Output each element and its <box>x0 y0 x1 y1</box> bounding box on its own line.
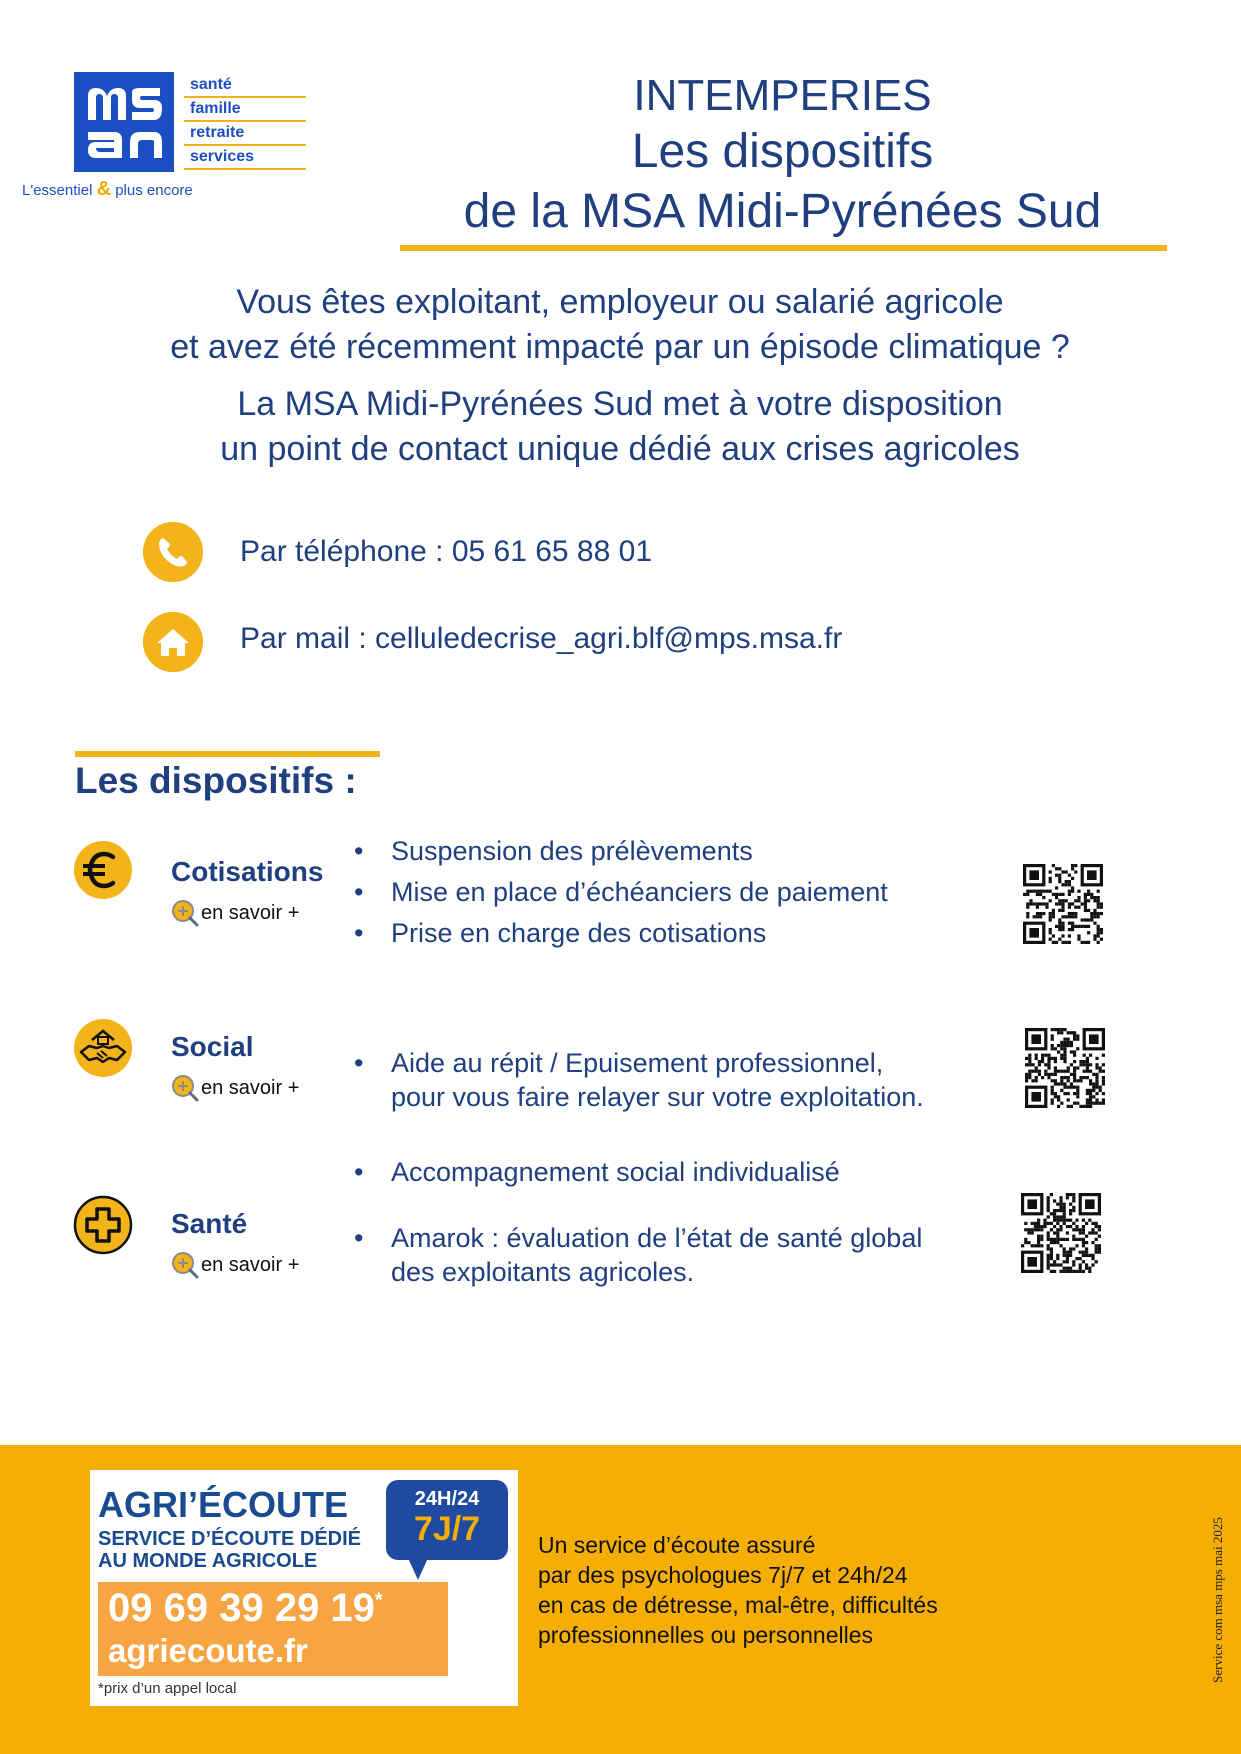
title-line-1: INTEMPERIES <box>633 71 932 120</box>
intro-text <box>60 280 1180 472</box>
agri-subtitle: SERVICE D’ÉCOUTE DÉDIÉ <box>98 1528 362 1550</box>
row-title-social: Social <box>171 1031 254 1062</box>
home-icon <box>143 612 203 672</box>
intro-line: La MSA Midi-Pyrénées Sud met à votre disposition <box>237 385 1003 423</box>
intro-line: un point de contact unique dédié aux crises agricoles <box>220 430 1020 468</box>
contact-phone[interactable]: Par téléphone : 05 61 65 88 01 <box>240 535 653 568</box>
badge-hours: 24H/24 <box>414 1488 480 1510</box>
more-link-sante[interactable] <box>171 1251 299 1279</box>
intro-line: Vous êtes exploitant, employeur ou salarié agricole <box>236 283 1004 321</box>
title-line-3: de la MSA Midi-Pyrénées Sud <box>463 185 1102 238</box>
bullet-item: • Suspension des prélèvements <box>354 834 994 868</box>
msa-logo <box>22 72 292 207</box>
medical-cross-icon <box>73 1195 133 1255</box>
title-line-2: Les dispositifs <box>631 125 934 178</box>
bullet-item: • Amarok : évaluation de l’état de santé global des exploitants agricoles. <box>354 1221 1004 1289</box>
logo-tagline-pre: L'essentiel <box>22 182 93 199</box>
bullet-item: • Aide au répit / Epuisement professionnel, pour vous faire relayer sur votre exploitation. <box>354 1046 1004 1114</box>
logo-word: retraite <box>184 122 306 146</box>
qr-code-cotisations[interactable] <box>1023 864 1103 944</box>
magnifier-plus-icon <box>171 1074 199 1102</box>
logo-word: santé <box>184 74 306 98</box>
magnifier-plus-icon <box>171 899 199 927</box>
msa-logo-words <box>184 74 306 170</box>
more-link-cotisations[interactable] <box>171 899 299 927</box>
agri-ecoute-card <box>90 1470 518 1706</box>
euro-icon <box>73 840 133 900</box>
agri-subtitle: AU MONDE AGRICOLE <box>98 1550 318 1572</box>
logo-word: famille <box>184 98 306 122</box>
more-link-label: en savoir + <box>201 901 300 924</box>
logo-tagline-amp: & <box>96 178 112 200</box>
section-rule <box>75 751 380 757</box>
agri-price-note: *prix d’un appel local <box>98 1680 237 1697</box>
contact-mail[interactable]: Par mail : celluledecrise_agri.blf@mps.msa.fr <box>240 622 843 655</box>
credit-text: Service com msa mps mai 2025 <box>1210 1517 1225 1683</box>
footer-description <box>538 1530 938 1650</box>
agri-contact-box <box>98 1582 448 1676</box>
section-title: Les dispositifs : <box>75 760 357 801</box>
intro-line: et avez été récemment impacté par un épisode climatique ? <box>170 328 1070 366</box>
logo-tagline-post: plus encore <box>115 182 193 199</box>
agri-website[interactable]: agriecoute.fr <box>108 1632 308 1669</box>
badge-days: 7J/7 <box>413 1510 481 1548</box>
more-link-label: en savoir + <box>201 1253 300 1276</box>
page-title <box>400 70 1165 242</box>
footer-line: en cas de détresse, mal-être, difficultés <box>538 1592 938 1618</box>
bullets-sante <box>354 1187 1004 1330</box>
qr-code-sante[interactable] <box>1021 1193 1101 1273</box>
msa-logo-mark <box>74 72 174 172</box>
footer-line: professionnelles ou personnelles <box>538 1622 873 1648</box>
more-link-social[interactable] <box>171 1074 299 1102</box>
row-title-cotisations: Cotisations <box>171 856 324 887</box>
agri-phone-mark: * <box>374 1589 383 1612</box>
bullet-item: • Accompagnement social individualisé <box>354 1155 1004 1189</box>
agri-title: AGRI’ÉCOUTE <box>98 1484 349 1525</box>
bullet-item: • Mise en place d’échéanciers de paiement <box>354 875 994 909</box>
agri-availability-badge <box>386 1480 508 1560</box>
handshake-icon <box>73 1018 133 1078</box>
magnifier-plus-icon <box>171 1251 199 1279</box>
qr-code-social[interactable] <box>1025 1028 1105 1108</box>
logo-tagline <box>22 178 193 201</box>
footer-line: par des psychologues 7j/7 et 24h/24 <box>538 1562 908 1588</box>
title-underline <box>400 245 1167 251</box>
phone-icon <box>143 522 203 582</box>
bullet-item: • Prise en charge des cotisations <box>354 916 994 950</box>
bullets-cotisations <box>354 834 994 957</box>
more-link-label: en savoir + <box>201 1076 300 1099</box>
row-title-sante: Santé <box>171 1208 248 1239</box>
agri-phone-digits: 09 69 39 29 19 <box>108 1586 375 1630</box>
agri-phone-number[interactable] <box>108 1586 383 1631</box>
footer-line: Un service d’écoute assuré <box>538 1532 816 1558</box>
logo-word: services <box>184 146 306 170</box>
